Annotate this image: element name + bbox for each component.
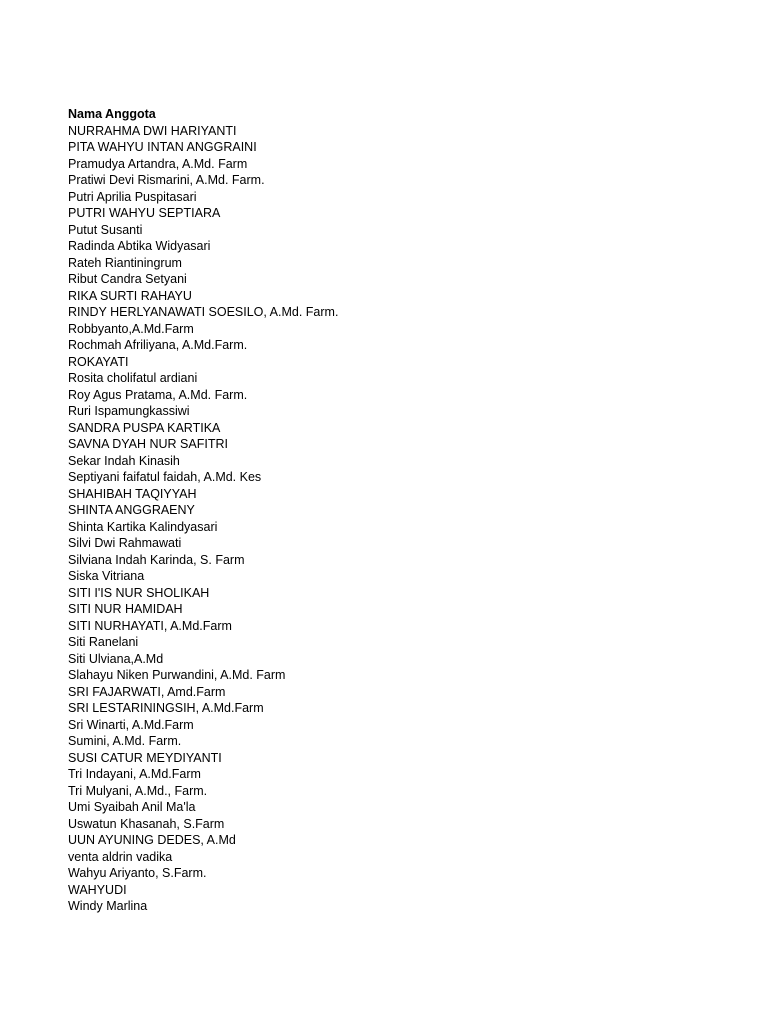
member-name: Putut Susanti xyxy=(68,222,143,237)
member-name: Rosita cholifatul ardiani xyxy=(68,371,198,385)
member-name: Wahyu Ariyanto, S.Farm. xyxy=(68,866,207,880)
member-name: SRI LESTARININGSIH, A.Md.Farm xyxy=(68,701,264,715)
member-name: Umi Syaibah Anil Ma'la xyxy=(68,800,196,814)
document-content xyxy=(68,106,708,915)
member-name: PITA WAHYU INTAN ANGGRAINI xyxy=(68,140,257,154)
member-name: SRI FAJARWATI, Amd.Farm xyxy=(68,684,226,699)
member-name: Roy Agus Pratama, A.Md. Farm. xyxy=(68,387,248,402)
member-name: Uswatun Khasanah, S.Farm xyxy=(68,816,225,831)
member-name: Ribut Candra Setyani xyxy=(68,272,187,286)
member-name: NURRAHMA DWI HARIYANTI xyxy=(68,123,237,138)
member-name: SHAHIBAH TAQIYYAH xyxy=(68,486,197,501)
member-name: WAHYUDI xyxy=(68,882,127,897)
member-name: RIKA SURTI RAHAYU xyxy=(68,288,192,303)
member-name: SITI NUR HAMIDAH xyxy=(68,602,183,616)
member-name: Silviana Indah Karinda, S. Farm xyxy=(68,552,245,567)
member-name: SITI NURHAYATI, A.Md.Farm xyxy=(68,618,232,633)
member-name: Ruri Ispamungkassiwi xyxy=(68,404,190,418)
member-name: SUSI CATUR MEYDIYANTI xyxy=(68,750,222,765)
member-name: RINDY HERLYANAWATI SOESILO, A.Md. Farm. xyxy=(68,305,339,319)
member-name: Robbyanto,A.Md.Farm xyxy=(68,321,194,336)
list-heading: Nama Anggota xyxy=(68,107,156,121)
member-name: Sri Winarti, A.Md.Farm xyxy=(68,717,194,732)
member-name: Windy Marlina xyxy=(68,899,148,913)
member-name: SAVNA DYAH NUR SAFITRI xyxy=(68,437,228,451)
member-name: Siti Ranelani xyxy=(68,635,139,649)
member-name: Rateh Riantiningrum xyxy=(68,255,182,270)
member-name: Putri Aprilia Puspitasari xyxy=(68,189,197,204)
member-name: Septiyani faifatul faidah, A.Md. Kes xyxy=(68,470,262,484)
member-name: Shinta Kartika Kalindyasari xyxy=(68,519,218,534)
member-name: Silvi Dwi Rahmawati xyxy=(68,536,182,550)
member-name: PUTRI WAHYU SEPTIARA xyxy=(68,206,221,220)
member-list xyxy=(68,123,708,915)
member-name: Pramudya Artandra, A.Md. Farm xyxy=(68,156,248,171)
member-name: SHINTA ANGGRAENY xyxy=(68,503,195,517)
member-name: UUN AYUNING DEDES, A.Md xyxy=(68,833,236,847)
member-name: SANDRA PUSPA KARTIKA xyxy=(68,420,221,435)
member-name: Sumini, A.Md. Farm. xyxy=(68,734,182,748)
member-name: Slahayu Niken Purwandini, A.Md. Farm xyxy=(68,668,286,682)
member-name: SITI I'IS NUR SHOLIKAH xyxy=(68,585,210,600)
member-name: Siti Ulviana,A.Md xyxy=(68,651,164,666)
member-name: Sekar Indah Kinasih xyxy=(68,453,180,468)
member-name: Tri Indayani, A.Md.Farm xyxy=(68,767,201,781)
member-name: Siska Vitriana xyxy=(68,569,145,583)
member-name: Rochmah Afriliyana, A.Md.Farm. xyxy=(68,338,248,352)
member-name: ROKAYATI xyxy=(68,354,129,369)
member-name: Pratiwi Devi Rismarini, A.Md. Farm. xyxy=(68,173,265,187)
member-name: Tri Mulyani, A.Md., Farm. xyxy=(68,783,208,798)
member-name: venta aldrin vadika xyxy=(68,849,173,864)
member-name: Radinda Abtika Widyasari xyxy=(68,239,211,253)
